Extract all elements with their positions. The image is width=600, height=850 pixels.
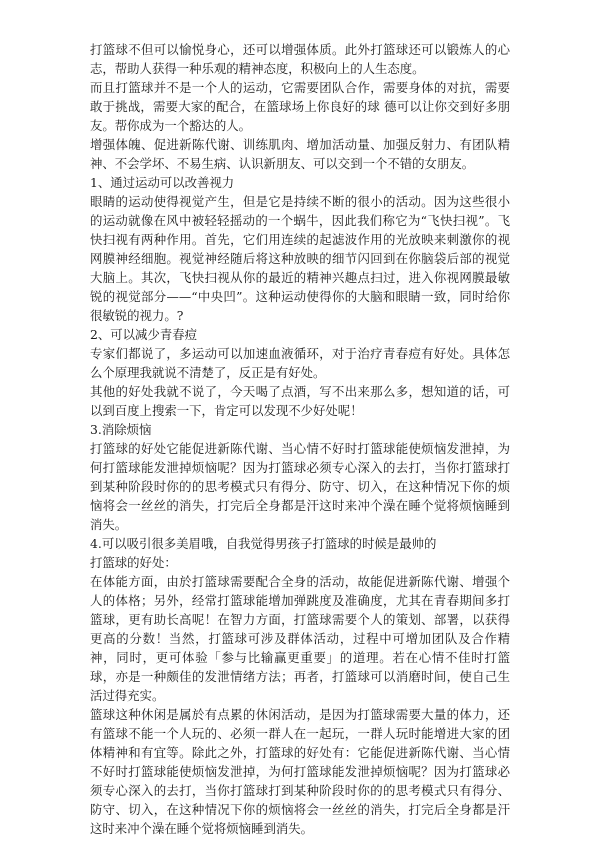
heading-benefits: 打篮球的好处： (90, 555, 177, 570)
paragraph-stress: 打篮球的好处它能促进新陈代谢、当心情不好时打篮球能使烦恼发泄掉，为何打篮球能发泄掉烦恼呢？因为打篮球必须专心深入的去打，当你打篮球打到某种阶段时你的的思考模式只有得分、防守、切入，在这种情况下你的烦恼将会一丝丝的消失，打完后全身都是汗这时来冲个澡在睡个觉将烦恼睡到消失。 (90, 441, 510, 532)
paragraph-benefits-list: 增强体魄、促进新陈代谢、训练肌肉、增加活动量、加强反射力、有团队精神、不会学坏、不易生病、认识新朋友、可以交到一个不错的女朋友。 (90, 137, 510, 171)
paragraph-eyesight: 眼睛的运动使得视觉产生，但是它是持续不断的很小的活动。因为这些很小的运动就像在风中被轻轻摇动的一个蜗牛，因此我们称它为“飞快扫视”。飞快扫视有两种作用。首先，它们用连续的起滤波作用的光放映来刺激你的视网膜神经细胞。视觉神经随后将这种放映的细节闪回到在你脑袋后部的视觉大脑上。其次，飞快扫视从你的最近的精神兴趣点扫过，进入你视网膜最敏锐的视觉部分——“中央凹”。这种运动使得你的大脑和眼睛一致，同时给你很敏锐的视力。? (90, 194, 510, 323)
heading-attraction: 4.可以吸引很多美眉哦，自我觉得男孩子打篮球的时候是最帅的 (90, 536, 437, 551)
paragraph-physical-mental: 在体能方面，由於打篮球需要配合全身的活动，故能促进新陈代谢、增强个人的体格；另外，经常打篮球能增加弹跳度及准确度，尤其在青春期间多打篮球，更有助长高呢！在智力方面，打篮球需要个人的策划、部署，以获得更高的分数！当然，打篮球可涉及群体活动，过程中可增加团队及合作精神，同时，更可体验「参与比输赢更重要」的道理。若在心情不佳时打篮球，亦是一种颇佳的发泄情绪方法；再者，打篮球可以消磨时间，使自己生活过得充实。 (90, 574, 510, 703)
paragraph-teamwork: 而且打篮球并不是一个人的运动，它需要团队合作，需要身体的对抗，需要敢于挑战，需要大家的配合，在篮球场上你良好的球 德可以让你交到好多朋友。帮你成为一个豁达的人。 (90, 80, 510, 133)
heading-stress: 3.消除烦恼 (90, 422, 152, 437)
document-body (90, 40, 510, 838)
paragraph-leisure: 篮球这种休闲是属於有点累的休闲活动，是因为打篮球需要大量的体力，还有篮球不能一个人玩的、必须一群人在一起玩，一群人玩时能增进大家的团体精神和有宜等。除此之外，打篮球的好处有：它能促进新陈代谢、当心情不好时打篮球能使烦恼发泄掉，为何打篮球能发泄掉烦恼呢？因为打篮球必须专心深入的去打，当你打篮球打到某种阶段时你的的思考模式只有得分、防守、切入，在这种情况下你的烦恼将会一丝丝的消失，打完后全身都是汗这时来冲个澡在睡个觉将烦恼睡到消失。 (90, 707, 510, 836)
heading-eyesight: 1、通过运动可以改善视力 (90, 175, 235, 190)
paragraph-acne: 专家们都说了，多运动可以加速血液循环，对于治疗青春痘有好处。具体怎么个原理我就说不清楚了，反正是有好处。 (90, 346, 510, 380)
paragraph-intro: 打篮球不但可以愉悦身心，还可以增强体质。此外打篮球还可以锻炼人的心志，帮助人获得一种乐观的精神态度，积极向上的人生态度。 (90, 42, 510, 76)
heading-acne: 2、可以减少青春痘 (90, 327, 198, 342)
paragraph-other-benefits: 其他的好处我就不说了，今天喝了点酒，写不出来那么多，想知道的话，可以到百度上搜索一下，肯定可以发现不少好处呢！ (90, 384, 510, 418)
